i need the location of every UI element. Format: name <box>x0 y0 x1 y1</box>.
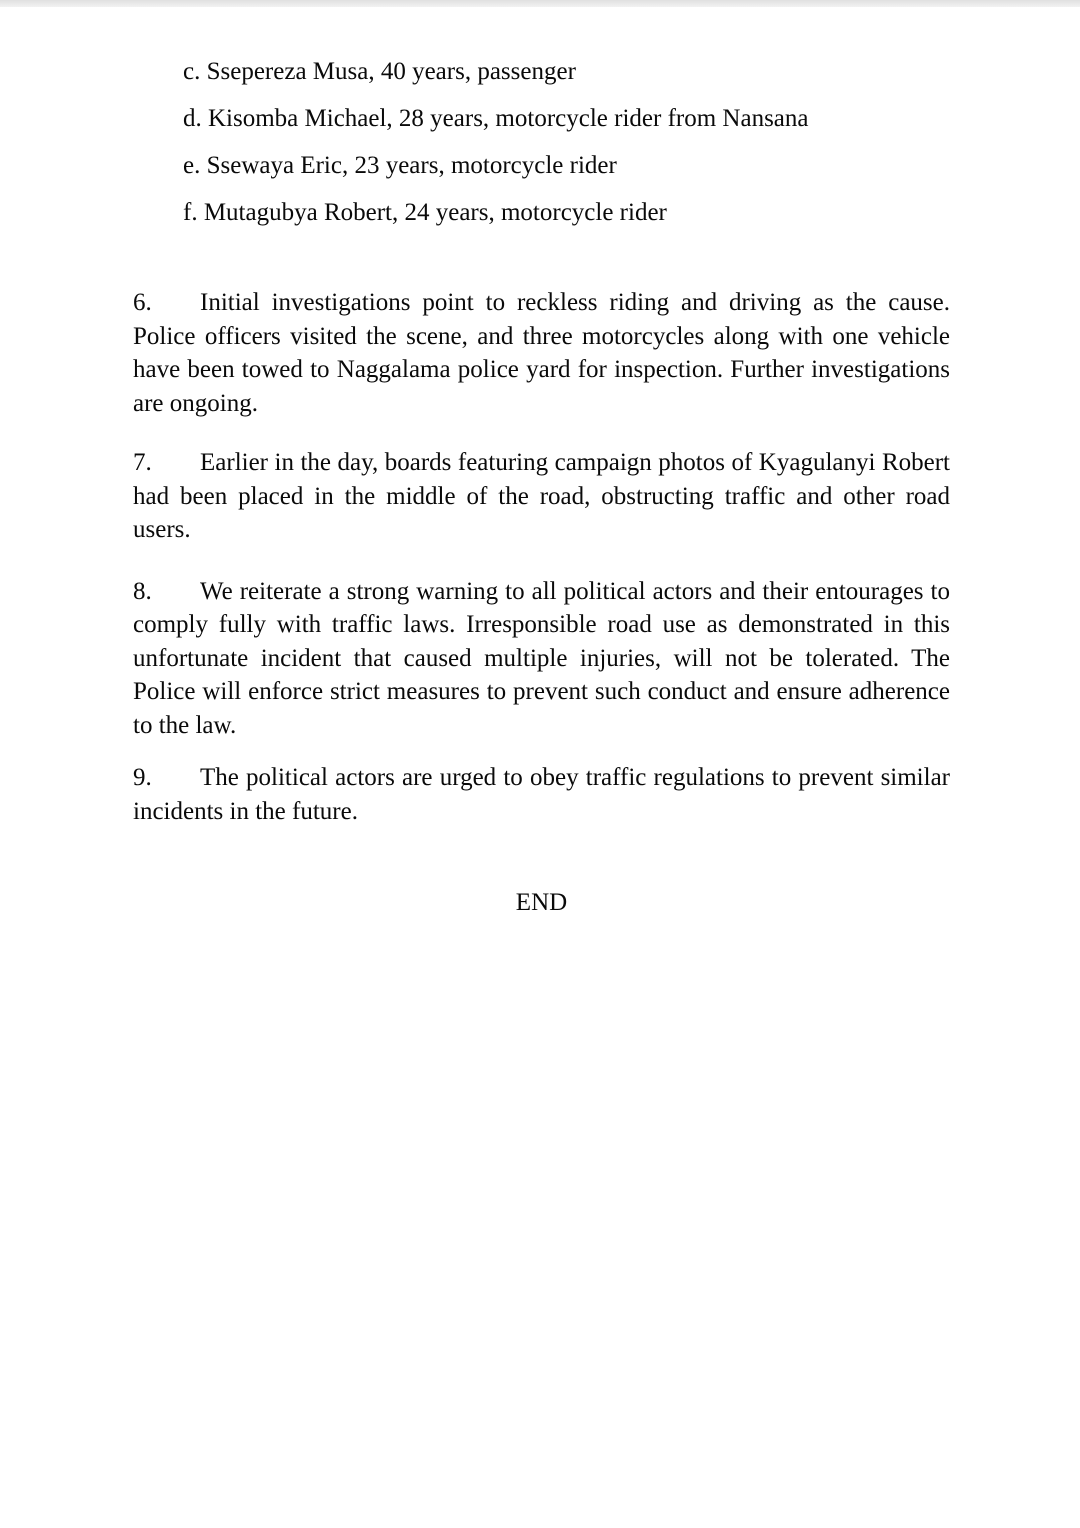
end-marker: END <box>515 889 568 916</box>
page-top-edge <box>0 0 1080 7</box>
paragraph-6-text: Initial investigations point to reckless riding and driving as the cause. Police officers visited the scene, and three motorcycles along with one vehicle have been towed to Naggalama police yard for inspection. Further investigations are ongoing. <box>133 289 950 417</box>
paragraph-6-number: 6. <box>133 289 152 316</box>
paragraph-6 <box>133 286 950 420</box>
list-item-e: e. Ssewaya Eric, 23 years, motorcycle rider <box>183 152 617 179</box>
paragraph-7-number: 7. <box>133 449 152 476</box>
paragraph-8-text: We reiterate a strong warning to all political actors and their entourages to comply fully with traffic laws. Irresponsible road use as demonstrated in this unfortunate incident that caused multiple injuries, will not be tolerated. The Police will enforce strict measures to prevent such conduct and ensure adherence to the law. <box>133 577 950 739</box>
paragraph-7-text: Earlier in the day, boards featuring campaign photos of Kyagulanyi Robert had been placed in the middle of the road, obstructing traffic and other road users. <box>133 449 950 543</box>
list-item-d: d. Kisomba Michael, 28 years, motorcycle rider from Nansana <box>183 105 809 132</box>
paragraph-9 <box>133 761 950 828</box>
paragraph-7 <box>133 446 950 547</box>
paragraph-9-number: 9. <box>133 764 152 791</box>
paragraph-8-number: 8. <box>133 577 152 605</box>
victim-list <box>183 55 950 229</box>
list-item-f: f. Mutagubya Robert, 24 years, motorcycle rider <box>183 199 667 226</box>
paragraph-9-text: The political actors are urged to obey traffic regulations to prevent similar incidents in the future. <box>133 764 950 825</box>
document-content <box>0 7 1080 920</box>
paragraph-8 <box>133 575 950 743</box>
list-item-c: c. Ssepereza Musa, 40 years, passenger <box>183 58 576 85</box>
